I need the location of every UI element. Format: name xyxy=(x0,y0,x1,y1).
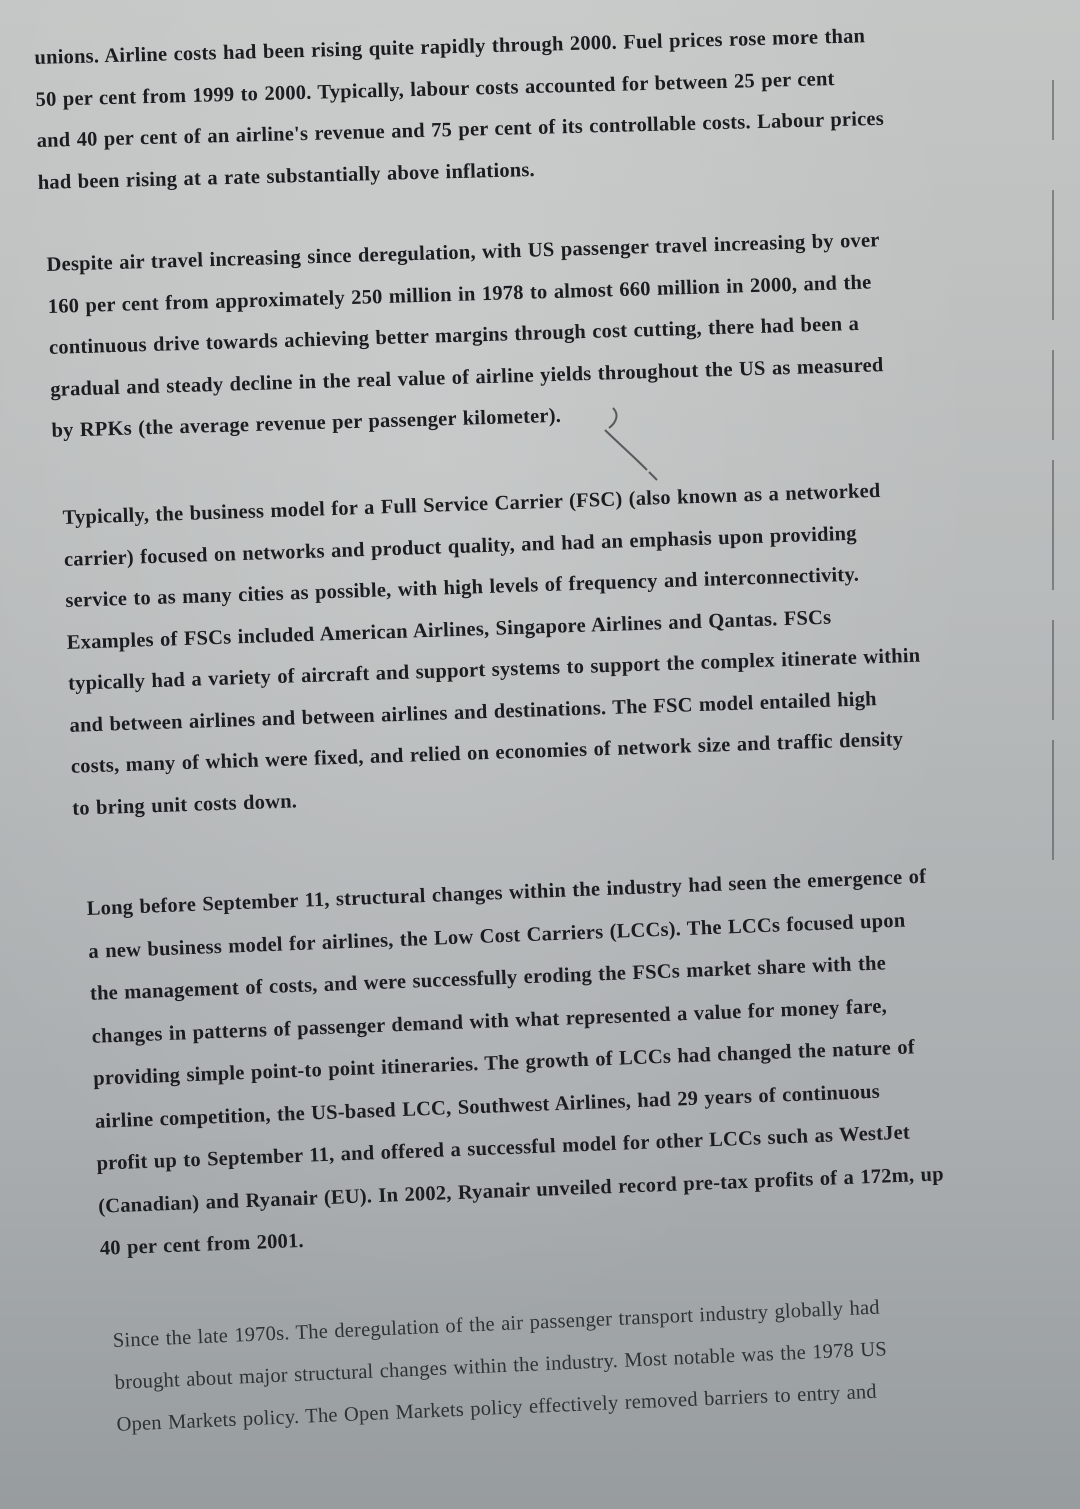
text-line: Examples of FSCs included American Airlines, Singapore Airlines and Qantas. FSCs xyxy=(66,606,832,654)
text-line: airline competition, the US-based LCC, Southwest Airlines, had 29 years of continuous xyxy=(94,1080,881,1133)
text-line: Long before September 11, structural changes within the industry had seen the emergence of xyxy=(86,865,927,920)
text-line: had been rising at a rate substantially above inflations. xyxy=(37,158,536,194)
text-line: service to as many cities as possible, with high levels of frequency and interconnectivity. xyxy=(65,563,860,612)
text-line: carrier) focused on networks and product quality, and had an emphasis upon providing xyxy=(63,522,857,571)
text-line: a new business model for airlines, the Low Cost Carriers (LCCs). The LCCs focused upon xyxy=(88,909,906,963)
text-line: Despite air travel increasing since deregulation, with US passenger travel increasing by over xyxy=(46,229,880,276)
text-line: typically had a variety of aircraft and support systems to support the complex itinerate within xyxy=(67,644,921,695)
text-line: to bring unit costs down. xyxy=(71,789,298,820)
text-line: (Canadian) and Ryanair (EU). In 2002, Ryanair unveiled record pre-tax profits of a 172m, up xyxy=(97,1162,945,1218)
paragraph-low-cost-carriers xyxy=(86,850,1080,1270)
text-line: providing simple point-to point itineraries. The growth of LCCs had changed the nature of xyxy=(92,1036,916,1090)
text-line: gradual and steady decline in the real value of airline yields throughout the US as measured xyxy=(49,353,884,401)
text-line: by RPKs (the average revenue per passenger kilometer). xyxy=(51,404,562,442)
paragraph-airline-costs xyxy=(34,12,1018,204)
text-line: continuous drive towards achieving better margins through cost cutting, there had been a xyxy=(48,312,860,359)
text-line: Typically, the business model for a Full Service Carrier (FSC) (also known as a networked xyxy=(62,479,881,529)
paragraph-full-service-carrier xyxy=(62,466,1052,830)
text-line: unions. Airline costs had been rising quite rapidly through 2000. Fuel prices rose more than xyxy=(34,25,866,69)
text-line: changes in patterns of passenger demand with what represented a value for money fare, xyxy=(91,994,888,1048)
text-line: brought about major structural changes within the industry. Most notable was the 1978 US xyxy=(114,1338,888,1394)
text-line: costs, many of which were fixed, and relied on economies of network size and traffic density xyxy=(70,728,904,778)
text-line: and 40 per cent of an airline's revenue and 75 per cent of its controllable costs. Labour prices xyxy=(36,107,885,152)
paragraph-deregulation-yields xyxy=(46,216,1032,452)
text-line: the management of costs, and were successfully eroding the FSCs market share with the xyxy=(89,952,887,1005)
text-line: and between airlines and between airlines and destinations. The FSC model entailed high xyxy=(69,687,878,737)
text-line: Since the late 1970s. The deregulation of the air passenger transport industry globally had xyxy=(112,1296,881,1352)
text-line: 50 per cent from 1999 to 2000. Typically, labour costs accounted for between 25 per cent xyxy=(35,67,835,111)
text-line: Open Markets policy. The Open Markets policy effectively removed barriers to entry and xyxy=(116,1380,878,1436)
text-line: 40 per cent from 2001. xyxy=(99,1229,305,1260)
paragraph-open-markets xyxy=(112,1277,1080,1446)
text-line: 160 per cent from approximately 250 million in 1978 to almost 660 million in 2000, and the xyxy=(47,271,872,318)
text-line: profit up to September 11, and offered a successful model for other LCCs such as WestJet xyxy=(96,1121,911,1175)
